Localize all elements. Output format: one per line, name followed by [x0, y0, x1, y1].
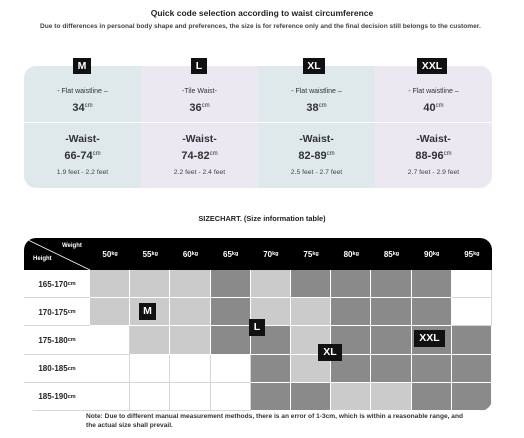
weight-column-header: 70 kg [263, 249, 279, 259]
weight-column-header: 85 kg [383, 249, 400, 259]
size-badge-xl: XL [303, 58, 325, 74]
table-cell [90, 270, 130, 298]
waist-range: $74-82^{cm}$ [181, 150, 218, 162]
weight-column-header: 90 kg [424, 249, 440, 259]
height-row-label: 175-180 cm [38, 335, 76, 345]
size-badge-l: L [191, 58, 207, 74]
flat-waist-label: - Flat waistline – [57, 88, 108, 95]
table-cell [211, 298, 251, 326]
table-cell [452, 355, 492, 383]
row-divider [24, 410, 90, 411]
table-cell [371, 383, 411, 411]
table-cell [371, 355, 411, 383]
table-cell [90, 355, 130, 383]
table-cell [331, 383, 371, 411]
table-cell [291, 298, 331, 326]
table-cell [90, 298, 130, 326]
table-cell [130, 326, 170, 354]
height-row-label: 170-175 cm [38, 307, 76, 317]
flat-waist-value: $36^{cm}$ [189, 102, 210, 114]
waist-range: $82-89^{cm}$ [298, 150, 335, 162]
height-header-label: Height [33, 256, 52, 262]
waist-range: $88-96^{cm}$ [415, 150, 452, 162]
weight-column-header: 65 kg [223, 249, 239, 259]
table-cell [412, 355, 452, 383]
waist-label: -Waist- [182, 133, 217, 145]
flat-waist-label: - Flat waistline – [408, 88, 459, 95]
table-cell [371, 298, 411, 326]
table-cell [331, 298, 371, 326]
table-cell [371, 270, 411, 298]
flat-waist-value: $38^{cm}$ [306, 102, 327, 114]
table-cell [452, 326, 492, 354]
size-card-l [141, 66, 258, 188]
table-cell [211, 383, 251, 411]
height-row-label: 165-170 cm [38, 279, 76, 289]
table-badge-xxl: XXL [414, 330, 445, 347]
table-cell [291, 270, 331, 298]
table-cell [130, 383, 170, 411]
weight-column-header: 55 kg [142, 249, 158, 259]
feet-range: 2.5 feet - 2.7 feet [290, 169, 343, 176]
card-divider [24, 122, 141, 123]
page-title: Quick code selection according to waist circumference [150, 8, 374, 18]
weight-header-label: Weight [62, 243, 82, 249]
weight-column-header: 75 kg [303, 249, 319, 259]
size-card-m [24, 66, 141, 188]
table-cell [412, 298, 452, 326]
feet-range: 2.7 feet - 2.9 feet [407, 169, 460, 176]
size-card-xxl [375, 66, 492, 188]
table-cell [291, 383, 331, 411]
card-divider [375, 122, 492, 123]
flat-waist-value: $34^{cm}$ [72, 102, 93, 114]
table-cell [170, 326, 210, 354]
flat-waist-label: -Tile Waist- [182, 88, 217, 95]
size-card-xl [258, 66, 375, 188]
table-cell [211, 270, 251, 298]
table-cell [130, 270, 170, 298]
table-badge-m: M [139, 303, 156, 320]
page-subtitle: Due to differences in personal body shape and preferences, the size is for reference only and the final decision still belongs to the customer. [40, 23, 481, 30]
table-header [24, 238, 492, 270]
table-cell [170, 298, 210, 326]
table-cell [452, 298, 492, 326]
size-badge-xxl: XXL [417, 58, 447, 74]
table-cell [452, 270, 492, 298]
table-cell [90, 326, 130, 354]
feet-range: 1.9 feet - 2.2 feet [56, 169, 109, 176]
flat-waist-value: $40^{cm}$ [423, 102, 444, 114]
table-cell [412, 383, 452, 411]
waist-label: -Waist- [299, 133, 334, 145]
table-cell [170, 355, 210, 383]
table-cell [251, 355, 291, 383]
table-cell [371, 326, 411, 354]
table-cell [331, 270, 371, 298]
table-cell [90, 383, 130, 411]
weight-column-header: 60 kg [182, 249, 199, 259]
height-row-label: 185-190 cm [38, 392, 76, 402]
flat-waist-label: - Flat waistline – [291, 88, 342, 95]
weight-column-header: 50 kg [102, 249, 118, 259]
weight-column-header: 80 kg [343, 249, 359, 259]
table-cell [170, 383, 210, 411]
table-cell [130, 355, 170, 383]
table-cell [211, 326, 251, 354]
weight-column-header: 95 kg [464, 249, 480, 259]
waist-label: -Waist- [65, 133, 100, 145]
table-cell [452, 383, 492, 411]
card-divider [258, 122, 375, 123]
feet-range: 2.2 feet - 2.4 feet [173, 169, 226, 176]
height-row-label: 180-185 cm [38, 364, 76, 374]
waist-label: -Waist- [416, 133, 451, 145]
table-badge-xl: XL [318, 344, 342, 361]
waist-range: $66-74^{cm}$ [64, 150, 101, 162]
size-cards [24, 66, 492, 188]
measurement-note: Note: Due to different manual measurement methods, there is an error of 1-3cm, which is within a reasonable range, and the actual size shall prevail. [86, 413, 464, 429]
table-cell [251, 383, 291, 411]
table-cell [412, 270, 452, 298]
size-badge-m: M [73, 58, 91, 74]
table-cell [251, 270, 291, 298]
table-cell [170, 270, 210, 298]
table-badge-l: L [249, 319, 265, 336]
card-divider [141, 122, 258, 123]
table-cell [211, 355, 251, 383]
size-chart-title: SIZECHART. (Size information table) [198, 214, 326, 223]
